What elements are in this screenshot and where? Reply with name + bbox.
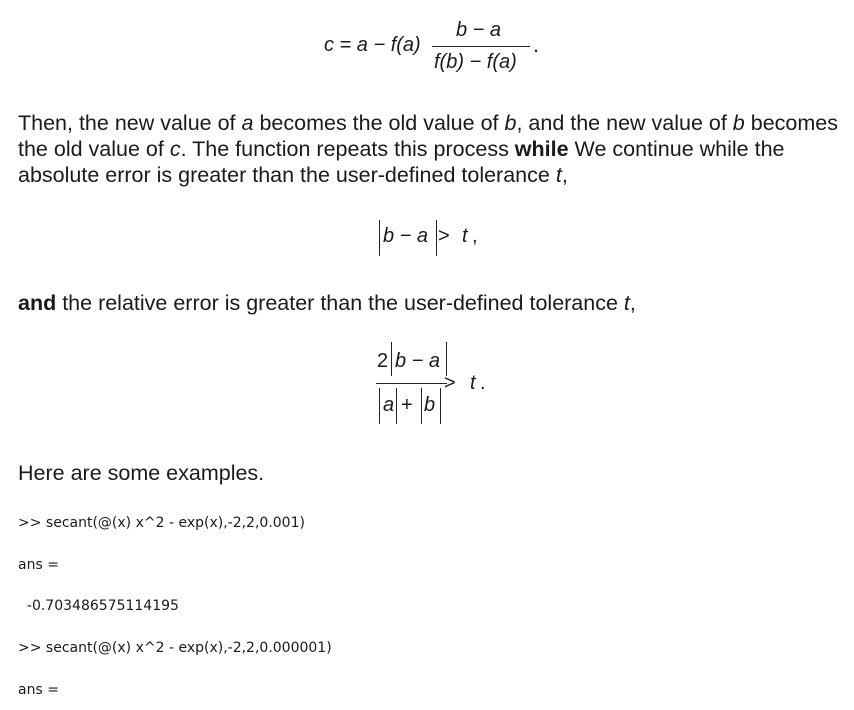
secant-formula-fraction-bar (432, 46, 530, 47)
rel-den-a: a (383, 394, 395, 416)
variable-a: a (241, 111, 254, 135)
text-run: Then, the new value of (18, 111, 242, 135)
rel-num-inner: b − a (395, 350, 441, 372)
absolute-error-condition (0, 214, 854, 264)
text-run: the relative error is greater than the user-defined tolerance (56, 291, 624, 315)
secant-formula-period: . (533, 32, 540, 57)
rel-fraction-bar (376, 383, 447, 384)
console-command-1: >> secant(@(x) x^2 - exp(x),-2,2,0.001) (18, 515, 305, 531)
paragraph-relative-error (18, 290, 848, 316)
variable-b: b (732, 111, 745, 135)
secant-formula-denominator: f(b) − f(a) (434, 51, 517, 73)
abs-relation: > (438, 225, 450, 247)
console-ans-value-1: -0.703486575114195 (18, 598, 179, 614)
rel-den-a-left-bar (379, 388, 380, 424)
rel-num-right-bar (446, 342, 447, 376)
text-run: . The function repeats this process (180, 137, 515, 161)
text-run: becomes the old value of (18, 111, 838, 161)
variable-b: b (504, 111, 517, 135)
paragraph-update-rule (18, 110, 848, 188)
variable-c: c (169, 137, 181, 161)
variable-t: t (623, 291, 630, 315)
bold-and: and (18, 291, 57, 315)
bold-while: while (514, 137, 569, 161)
console-ans-label-2: ans = (18, 682, 59, 698)
secant-formula-lhs: c = a − f(a) (324, 34, 421, 56)
tolerance-t: t (470, 372, 476, 394)
rel-den-plus: + (401, 394, 413, 416)
rel-period: . (480, 372, 486, 394)
text-run: becomes the old value of (253, 111, 505, 135)
rel-relation: > (444, 372, 456, 394)
rel-den-b-left-bar (421, 388, 422, 424)
text-run: , (561, 163, 568, 187)
text-run: We continue while the absolute error is greater than the user-defined tolerance (18, 137, 785, 187)
rel-den-b: b (424, 394, 436, 416)
abs-comma: , (472, 225, 478, 247)
abs-left-bar (379, 220, 380, 256)
rel-den-a-right-bar (396, 388, 397, 424)
console-command-2: >> secant(@(x) x^2 - exp(x),-2,2,0.000001) (18, 640, 332, 656)
secant-formula (0, 0, 854, 90)
rel-den-b-right-bar (440, 388, 441, 424)
text-run: , and the new value of (516, 111, 733, 135)
secant-formula-numerator: b − a (456, 19, 502, 41)
text-run: , (629, 291, 636, 315)
rel-num-left-bar (391, 342, 392, 376)
abs-inner: b − a (383, 225, 429, 247)
relative-error-condition (0, 338, 854, 430)
variable-t: t (555, 163, 562, 187)
tolerance-t: t (462, 225, 468, 247)
rel-coefficient: 2 (377, 350, 389, 372)
console-ans-label-1: ans = (18, 557, 59, 573)
paragraph-examples-intro: Here are some examples. (18, 461, 265, 485)
